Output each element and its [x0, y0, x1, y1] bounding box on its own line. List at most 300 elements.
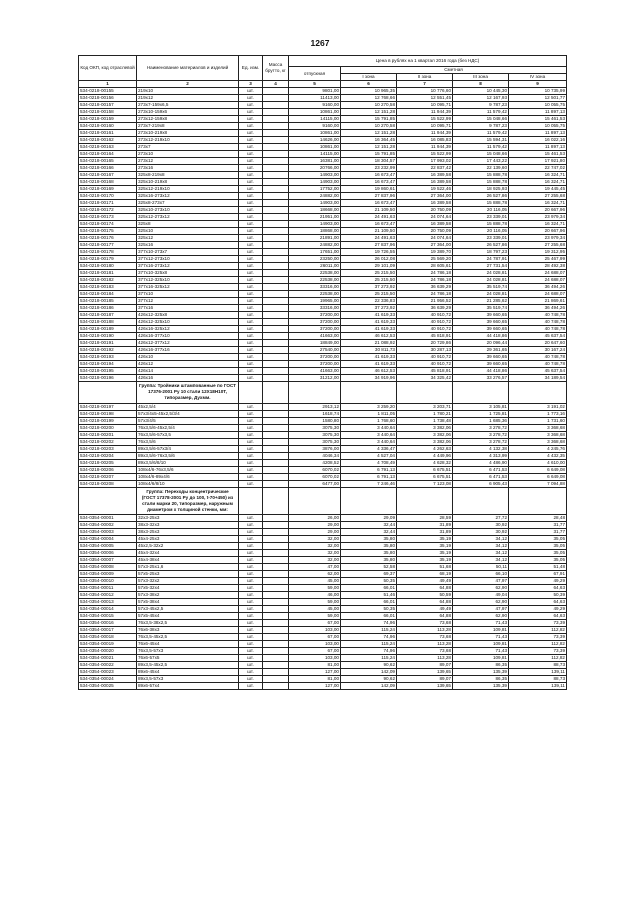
table-row	[79, 333, 567, 340]
header-zone-1: I зона	[341, 74, 397, 81]
zone1-price-cell: 29 101,09	[341, 263, 397, 270]
zone3-price-cell: 23 339,01	[453, 214, 509, 221]
zone1-price-cell: 19 860,61	[341, 186, 397, 193]
code-cell: 534-0218-00183	[79, 284, 137, 291]
zone4-price-cell: 40 748,78	[509, 361, 567, 368]
zone3-price-cell: 4 313,99	[453, 452, 509, 459]
table-row	[79, 221, 567, 228]
table-row	[79, 438, 567, 445]
zone2-price-cell: 24 786,18	[397, 277, 453, 284]
zone1-price-cell: 16 673,47	[341, 221, 397, 228]
zone1-price-cell: 21 109,50	[341, 207, 397, 214]
table-row	[79, 606, 567, 613]
mass-cell	[263, 179, 289, 186]
zone4-price-cell: 36 494,26	[509, 284, 567, 291]
section-spacer-cell	[263, 487, 289, 515]
zone2-price-cell: 1 738,48	[397, 417, 453, 424]
zone3-price-cell: 15 888,78	[453, 179, 509, 186]
code-cell: 534-0354-00020	[79, 648, 137, 655]
code-cell: 534-0218-00196	[79, 375, 137, 382]
zone3-price-cell: 135,39	[453, 669, 509, 676]
table-row	[79, 242, 567, 249]
code-cell: 534-0218-00168	[79, 179, 137, 186]
unit-cell: шт.	[239, 361, 263, 368]
name-cell: 377x16-273x12	[137, 263, 239, 270]
zone2-price-cell: 4 262,63	[397, 445, 453, 452]
zone4-price-cell: 15 461,53	[509, 116, 567, 123]
release-price-cell: 81,00	[289, 676, 341, 683]
mass-cell	[263, 599, 289, 606]
name-cell: 273x16	[137, 165, 239, 172]
zone4-price-cell: 16 324,71	[509, 200, 567, 207]
code-cell: 534-0218-00203	[79, 445, 137, 452]
name-cell: 38x3-25x3	[137, 529, 239, 536]
table-row	[79, 368, 567, 375]
zone4-price-cell: 23 979,34	[509, 214, 567, 221]
unit-cell: шт.	[239, 326, 263, 333]
unit-cell: шт.	[239, 312, 263, 319]
code-cell: 534-0218-00174	[79, 221, 137, 228]
zone3-price-cell: 26 527,86	[453, 193, 509, 200]
zone2-price-cell: 73,68	[397, 648, 453, 655]
zone4-price-cell: 1 773,16	[509, 410, 567, 417]
zone2-price-cell: 17 993,02	[397, 158, 453, 165]
unit-cell: шт.	[239, 172, 263, 179]
zone2-price-cell: 4 628,32	[397, 459, 453, 466]
code-cell: 534-0354-00001	[79, 515, 137, 522]
zone2-price-cell: 16 389,58	[397, 179, 453, 186]
mass-cell	[263, 627, 289, 634]
zone3-price-cell: 86,35	[453, 662, 509, 669]
unit-cell: шт.	[239, 249, 263, 256]
unit-cell: шт.	[239, 599, 263, 606]
mass-cell	[263, 102, 289, 109]
zone1-price-cell: 12 151,28	[341, 109, 397, 116]
code-cell: 534-0218-00157	[79, 102, 137, 109]
section-spacer-cell	[509, 487, 567, 515]
mass-cell	[263, 347, 289, 354]
release-price-cell: 9160,00	[289, 102, 341, 109]
zone3-price-cell: 30,92	[453, 522, 509, 529]
zone1-price-cell: 74,96	[341, 648, 397, 655]
zone2-price-cell: 10 776,60	[397, 88, 453, 95]
zone4-price-cell: 12 501,77	[509, 95, 567, 102]
zone3-price-cell: 4 132,38	[453, 445, 509, 452]
section-spacer-cell	[453, 382, 509, 404]
code-cell: 534-0218-00182	[79, 277, 137, 284]
zone4-price-cell: 10 055,75	[509, 102, 567, 109]
name-cell: 426x16-377x10	[137, 333, 239, 340]
name-cell: 273x12-159x8	[137, 116, 239, 123]
code-cell: 534-0218-00181	[79, 270, 137, 277]
release-price-cell: 33316,00	[289, 284, 341, 291]
zone1-price-cell: 52,58	[341, 564, 397, 571]
header-estimate-price: Сметная	[341, 67, 567, 74]
zone4-price-cell: 73,39	[509, 648, 567, 655]
unit-cell: шт.	[239, 319, 263, 326]
release-price-cell: 127,00	[289, 669, 341, 676]
code-cell: 534-0354-00025	[79, 683, 137, 690]
release-price-cell: 14903,00	[289, 179, 341, 186]
name-cell: 45x2,5/4	[137, 403, 239, 410]
table-row	[79, 361, 567, 368]
mass-cell	[263, 319, 289, 326]
name-cell: 76x3,5/6-45x2,5/4	[137, 424, 239, 431]
code-cell: 534-0218-00205	[79, 459, 137, 466]
section-spacer-cell	[397, 487, 453, 515]
table-row	[79, 655, 567, 662]
release-price-cell: 41663,00	[289, 368, 341, 375]
zone4-price-cell: 40 748,78	[509, 312, 567, 319]
table-row	[79, 424, 567, 431]
zone2-price-cell: 15 522,99	[397, 116, 453, 123]
zone2-price-cell: 12 551,45	[397, 95, 453, 102]
zone2-price-cell: 22 837,42	[397, 165, 453, 172]
release-price-cell: 10861,00	[289, 130, 341, 137]
zone1-price-cell: 90,62	[341, 676, 397, 683]
mass-cell	[263, 424, 289, 431]
release-price-cell: 22538,00	[289, 277, 341, 284]
zone1-price-cell: 7 246,46	[341, 480, 397, 487]
unit-cell: шт.	[239, 200, 263, 207]
zone4-price-cell: 64,63	[509, 613, 567, 620]
zone2-price-cell: 20 729,86	[397, 340, 453, 347]
table-row	[79, 228, 567, 235]
zone3-price-cell: 11 579,42	[453, 109, 509, 116]
name-cell: 89x3,5/6/8/10	[137, 459, 239, 466]
zone3-price-cell: 39 660,65	[453, 361, 509, 368]
zone4-price-cell: 11 897,13	[509, 130, 567, 137]
zone2-price-cell: 113,28	[397, 627, 453, 634]
mass-cell	[263, 410, 289, 417]
unit-cell: шт.	[239, 333, 263, 340]
zone2-price-cell: 27 364,00	[397, 193, 453, 200]
unit-cell: шт.	[239, 291, 263, 298]
table-row	[79, 403, 567, 410]
code-cell: 534-0218-00207	[79, 473, 137, 480]
unit-cell: шт.	[239, 305, 263, 312]
zone2-price-cell: 45 818,91	[397, 368, 453, 375]
zone4-price-cell: 3 368,68	[509, 438, 567, 445]
name-cell: 76x6-45x4	[137, 641, 239, 648]
mass-cell	[263, 578, 289, 585]
release-price-cell: 81,00	[289, 662, 341, 669]
table-row	[79, 459, 567, 466]
table-row	[79, 417, 567, 424]
mass-cell	[263, 214, 289, 221]
unit-cell: шт.	[239, 655, 263, 662]
zone1-price-cell: 15 791,85	[341, 116, 397, 123]
code-cell: 534-0218-00199	[79, 417, 137, 424]
mass-cell	[263, 221, 289, 228]
zone1-price-cell: 24 491,63	[341, 235, 397, 242]
zone1-price-cell: 74,96	[341, 620, 397, 627]
zone1-price-cell: 34 919,96	[341, 375, 397, 382]
code-cell: 534-0218-00156	[79, 95, 137, 102]
zone2-price-cell: 16 389,58	[397, 221, 453, 228]
code-cell: 534-0218-00185	[79, 298, 137, 305]
code-cell: 534-0218-00200	[79, 424, 137, 431]
table-row	[79, 557, 567, 564]
code-cell: 534-0218-00201	[79, 431, 137, 438]
table-row	[79, 214, 567, 221]
unit-cell: шт.	[239, 95, 263, 102]
zone1-price-cell: 90,62	[341, 662, 397, 669]
release-price-cell: 10861,00	[289, 144, 341, 151]
zone1-price-cell: 115,24	[341, 641, 397, 648]
zone1-price-cell: 4 527,04	[341, 452, 397, 459]
zone4-price-cell: 88,73	[509, 662, 567, 669]
zone4-price-cell: 88,73	[509, 676, 567, 683]
zone2-price-cell: 139,65	[397, 669, 453, 676]
zone4-price-cell: 35,05	[509, 536, 567, 543]
zone3-price-cell: 27 731,54	[453, 263, 509, 270]
zone1-price-cell: 21 109,50	[341, 228, 397, 235]
zone1-price-cell: 30 811,73	[341, 347, 397, 354]
name-cell: 325x12-219x10	[137, 186, 239, 193]
name-cell: 426x12-377x12	[137, 340, 239, 347]
zone1-price-cell: 1 768,60	[341, 417, 397, 424]
zone3-price-cell: 6 905,43	[453, 480, 509, 487]
zone1-price-cell: 6 791,13	[341, 466, 397, 473]
unit-cell: шт.	[239, 151, 263, 158]
name-cell: 426x12-325x10	[137, 319, 239, 326]
zone3-price-cell: 66,10	[453, 571, 509, 578]
code-cell: 534-0354-00014	[79, 606, 137, 613]
release-price-cell: 6477,00	[289, 480, 341, 487]
zone4-price-cell: 11 897,13	[509, 109, 567, 116]
table-row	[79, 480, 567, 487]
mass-cell	[263, 291, 289, 298]
section-title: Группа: Тройники штампованные по ГОСТ 17376-2001 Ру 10 стали 12Х18Н10Т, типоразмер, Дуxмм.	[137, 382, 239, 404]
zone3-price-cell: 12 167,93	[453, 95, 509, 102]
code-cell: 534-0218-00198	[79, 410, 137, 417]
unit-cell: шт.	[239, 459, 263, 466]
unit-cell: шт.	[239, 116, 263, 123]
zone4-price-cell: 17 921,80	[509, 158, 567, 165]
zone2-price-cell: 31,89	[397, 529, 453, 536]
table-row	[79, 249, 567, 256]
table-row	[79, 200, 567, 207]
zone3-price-cell: 15 888,78	[453, 200, 509, 207]
release-price-cell: 18849,00	[289, 340, 341, 347]
code-cell: 534-0354-00004	[79, 536, 137, 543]
zone4-price-cell: 19 312,95	[509, 249, 567, 256]
zone1-price-cell: 19 726,55	[341, 249, 397, 256]
zone1-price-cell: 3 259,20	[341, 403, 397, 410]
code-cell: 534-0354-00009	[79, 571, 137, 578]
zone3-price-cell: 20 096,44	[453, 340, 509, 347]
price-table	[78, 55, 567, 690]
zone2-price-cell: 40 910,72	[397, 361, 453, 368]
mass-cell	[263, 676, 289, 683]
release-price-cell: 45,00	[289, 606, 341, 613]
zone1-price-cell: 25 215,50	[341, 270, 397, 277]
name-cell: 89x3,5/6-76x3,5/6	[137, 452, 239, 459]
mass-cell	[263, 256, 289, 263]
zone2-price-cell: 16 389,58	[397, 200, 453, 207]
table-row	[79, 305, 567, 312]
unit-cell: шт.	[239, 620, 263, 627]
zone1-price-cell: 6 791,13	[341, 473, 397, 480]
zone3-price-cell: 34,12	[453, 557, 509, 564]
name-cell: 377x10	[137, 291, 239, 298]
mass-cell	[263, 466, 289, 473]
zone3-price-cell: 49,04	[453, 592, 509, 599]
zone2-price-cell: 28 605,61	[397, 263, 453, 270]
mass-cell	[263, 144, 289, 151]
unit-cell: шт.	[239, 564, 263, 571]
code-cell: 534-0354-00006	[79, 550, 137, 557]
code-cell: 534-0354-00011	[79, 585, 137, 592]
name-cell: 377x10-325x8	[137, 270, 239, 277]
table-row	[79, 550, 567, 557]
zone3-price-cell: 34,12	[453, 550, 509, 557]
zone2-price-cell: 24 786,18	[397, 291, 453, 298]
zone3-price-cell: 86,35	[453, 676, 509, 683]
name-cell: 89x3,5-57x3	[137, 676, 239, 683]
unit-cell: шт.	[239, 543, 263, 550]
section-spacer-cell	[453, 487, 509, 515]
zone4-price-cell: 40 748,78	[509, 319, 567, 326]
name-cell: 273x10-159x6	[137, 109, 239, 116]
zone3-price-cell: 35 519,74	[453, 284, 509, 291]
zone4-price-cell: 67,91	[509, 571, 567, 578]
zone1-price-cell: 10 965,35	[341, 88, 397, 95]
unit-cell: шт.	[239, 536, 263, 543]
table-row	[79, 571, 567, 578]
mass-cell	[263, 445, 289, 452]
zone3-price-cell: 50,11	[453, 564, 509, 571]
mass-cell	[263, 571, 289, 578]
unit-cell: шт.	[239, 123, 263, 130]
section-spacer-cell	[341, 382, 397, 404]
mass-cell	[263, 613, 289, 620]
zone4-price-cell: 30 167,24	[509, 347, 567, 354]
name-cell: 89x6-45x4	[137, 669, 239, 676]
release-price-cell: 14115,00	[289, 116, 341, 123]
price-table-container	[78, 55, 566, 690]
zone2-price-cell: 89,07	[397, 676, 453, 683]
zone1-price-cell: 3 440,64	[341, 424, 397, 431]
zone2-price-cell: 15 522,99	[397, 151, 453, 158]
zone3-price-cell: 15 048,66	[453, 151, 509, 158]
zone4-price-cell: 40 748,78	[509, 354, 567, 361]
table-row	[79, 445, 567, 452]
release-price-cell: 47,00	[289, 564, 341, 571]
zone2-price-cell: 50,59	[397, 592, 453, 599]
zone4-price-cell: 16 324,71	[509, 172, 567, 179]
name-cell: 57x3-32x2	[137, 578, 239, 585]
unit-cell: шт.	[239, 347, 263, 354]
release-price-cell: 62,00	[289, 571, 341, 578]
mass-cell	[263, 305, 289, 312]
zone3-price-cell: 109,81	[453, 655, 509, 662]
mass-cell	[263, 361, 289, 368]
zone2-price-cell: 11 944,39	[397, 130, 453, 137]
mass-cell	[263, 165, 289, 172]
unit-cell: шт.	[239, 683, 263, 690]
mass-cell	[263, 438, 289, 445]
zone4-price-cell: 4 610,00	[509, 459, 567, 466]
table-row	[79, 354, 567, 361]
table-row	[79, 137, 567, 144]
unit-cell: шт.	[239, 606, 263, 613]
zone3-price-cell: 20 116,05	[453, 228, 509, 235]
zone1-price-cell: 32,44	[341, 529, 397, 536]
unit-cell: шт.	[239, 550, 263, 557]
table-row	[79, 340, 567, 347]
zone3-price-cell: 11 579,42	[453, 144, 509, 151]
code-cell: 534-0354-00005	[79, 543, 137, 550]
table-row	[79, 88, 567, 95]
mass-cell	[263, 277, 289, 284]
zone2-price-cell: 11 944,39	[397, 144, 453, 151]
section-spacer-cell	[239, 487, 263, 515]
unit-cell: шт.	[239, 529, 263, 536]
mass-cell	[263, 200, 289, 207]
zone2-price-cell: 35,19	[397, 543, 453, 550]
unit-cell: шт.	[239, 368, 263, 375]
name-cell: 219x12	[137, 95, 239, 102]
mass-cell	[263, 529, 289, 536]
unit-cell: шт.	[239, 424, 263, 431]
zone4-price-cell: 22 747,02	[509, 165, 567, 172]
unit-cell: шт.	[239, 284, 263, 291]
zone2-price-cell: 113,28	[397, 655, 453, 662]
header-zone-3: III зона	[453, 74, 509, 81]
unit-cell: шт.	[239, 417, 263, 424]
table-row	[79, 284, 567, 291]
zone2-price-cell: 30 287,13	[397, 347, 453, 354]
code-cell: 534-0354-00024	[79, 676, 137, 683]
zone4-price-cell: 3 191,02	[509, 403, 567, 410]
name-cell: 426x12-325x8	[137, 312, 239, 319]
zone1-price-cell: 4 336,47	[341, 445, 397, 452]
release-price-cell: 32,00	[289, 536, 341, 543]
zone3-price-cell: 109,81	[453, 627, 509, 634]
unit-cell: шт.	[239, 515, 263, 522]
zone3-price-cell: 6 471,53	[453, 466, 509, 473]
code-cell: 534-0218-00155	[79, 88, 137, 95]
name-cell: 426x16-325x12	[137, 326, 239, 333]
mass-cell	[263, 88, 289, 95]
zone4-price-cell: 24 688,07	[509, 270, 567, 277]
release-price-cell: 14626,00	[289, 137, 341, 144]
zone1-price-cell: 16 673,47	[341, 200, 397, 207]
zone1-price-cell: 35,80	[341, 543, 397, 550]
table-row	[79, 515, 567, 522]
unit-cell: шт.	[239, 557, 263, 564]
zone3-price-cell: 47,97	[453, 578, 509, 585]
zone3-price-cell: 35 519,74	[453, 305, 509, 312]
name-cell: 57x5-45x4	[137, 613, 239, 620]
table-row	[79, 543, 567, 550]
code-cell: 534-0218-00189	[79, 326, 137, 333]
code-cell: 534-0218-00194	[79, 361, 137, 368]
release-price-cell: 103,00	[289, 627, 341, 634]
zone3-price-cell: 39 660,65	[453, 326, 509, 333]
code-cell: 534-0218-00204	[79, 452, 137, 459]
code-cell: 534-0218-00165	[79, 158, 137, 165]
table-row	[79, 165, 567, 172]
zone2-price-cell: 16 389,58	[397, 172, 453, 179]
code-cell: 534-0218-00177	[79, 242, 137, 249]
name-cell: 89x3,5/6-57x3/4	[137, 445, 239, 452]
code-cell: 534-0218-00208	[79, 480, 137, 487]
section-spacer-cell	[239, 382, 263, 404]
table-row	[79, 207, 567, 214]
